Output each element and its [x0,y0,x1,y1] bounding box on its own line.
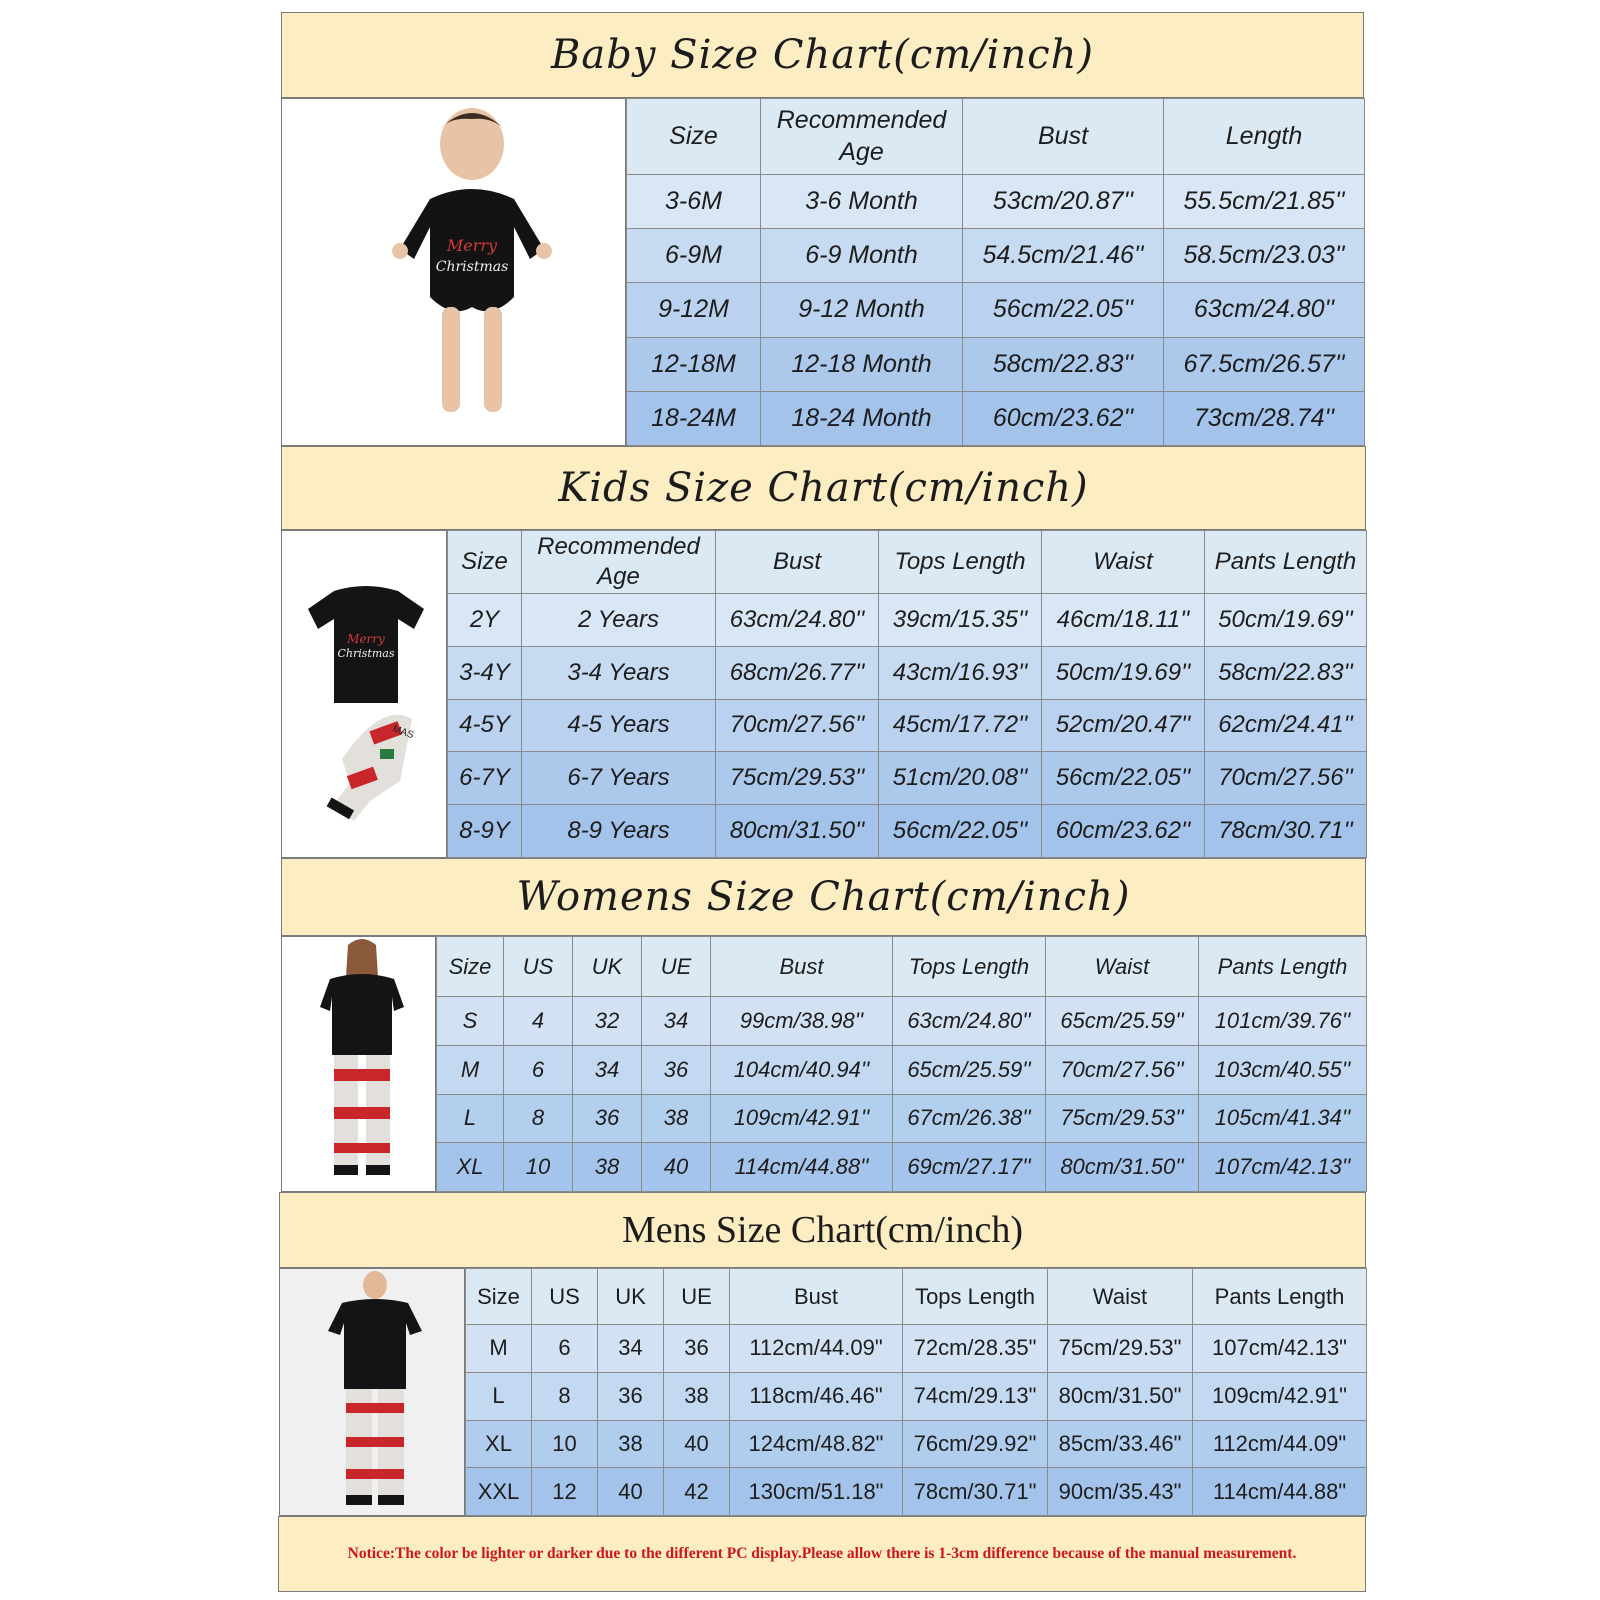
table-row [437,1045,1367,1094]
kids-header-waist: Waist [1042,531,1205,594]
table-cell: 3-4Y [448,646,522,699]
mens-header-row [466,1269,1367,1325]
table-row [466,1372,1367,1420]
womens-header-bust: Bust [711,937,893,997]
table-cell: 112cm/44.09" [730,1325,903,1373]
table-cell: 60cm/23.62'' [1042,805,1205,858]
table-cell: 9-12M [627,283,761,337]
table-cell: L [437,1094,504,1143]
table-cell: 34 [598,1325,664,1373]
table-cell: 8-9Y [448,805,522,858]
mens-header-bust: Bust [730,1269,903,1325]
table-row [448,699,1367,752]
table-row [627,175,1365,229]
table-cell: 36 [598,1372,664,1420]
mens-section [279,1192,1366,1516]
kids-header-size: Size [448,531,522,594]
baby-header-row [627,99,1365,175]
table-cell: 4-5Y [448,699,522,752]
table-cell: 2Y [448,594,522,647]
table-cell: 9-12 Month [761,283,963,337]
table-cell: 32 [573,997,642,1046]
womens-header-waist: Waist [1046,937,1199,997]
table-cell: 52cm/20.47'' [1042,699,1205,752]
table-cell: 112cm/44.09" [1193,1420,1367,1468]
table-cell: 38 [642,1094,711,1143]
baby-photo [281,98,626,446]
kids-photo-text-1: Merry [347,632,385,646]
table-cell: 6-7 Years [522,752,716,805]
table-cell: 70cm/27.56'' [1205,752,1367,805]
table-row [448,805,1367,858]
baby-romper-image [282,99,626,446]
baby-photo-text-1: Merry [446,236,498,255]
table-cell: 67.5cm/26.57'' [1164,337,1365,391]
table-cell: 80cm/31.50'' [1046,1143,1199,1192]
table-cell: XL [466,1420,532,1468]
table-cell: S [437,997,504,1046]
table-cell: 53cm/20.87'' [963,175,1164,229]
table-cell: 75cm/29.53" [1048,1325,1193,1373]
table-cell: 40 [664,1420,730,1468]
womens-section [281,858,1366,1192]
table-cell: 50cm/19.69'' [1205,594,1367,647]
table-cell: 78cm/30.71" [903,1468,1048,1516]
baby-header-size: Size [627,99,761,175]
table-cell: 43cm/16.93'' [879,646,1042,699]
table-cell: 63cm/24.80'' [1164,283,1365,337]
table-cell: XXL [466,1468,532,1516]
table-cell: 73cm/28.74'' [1164,391,1365,445]
table-cell: 51cm/20.08'' [879,752,1042,805]
table-cell: 56cm/22.05'' [879,805,1042,858]
table-cell: 107cm/42.13'' [1199,1143,1367,1192]
table-cell: 4-5 Years [522,699,716,752]
baby-size-table [626,98,1365,446]
table-cell: 3-4 Years [522,646,716,699]
table-cell: 4 [504,997,573,1046]
table-cell: 80cm/31.50'' [716,805,879,858]
kids-size-table [447,530,1367,858]
mens-header-size: Size [466,1269,532,1325]
table-cell: 8 [504,1094,573,1143]
table-cell: 58.5cm/23.03'' [1164,229,1365,283]
table-row [448,646,1367,699]
table-cell: 6-9 Month [761,229,963,283]
table-cell: 42 [664,1468,730,1516]
baby-header-length: Length [1164,99,1365,175]
kids-title: Kids Size Chart(cm/inch) [281,446,1366,530]
womens-title: Womens Size Chart(cm/inch) [281,858,1366,936]
table-cell: XL [437,1143,504,1192]
mens-pajama-image [280,1269,465,1516]
table-cell: 124cm/48.82" [730,1420,903,1468]
baby-header-age: Recommended Age [761,99,963,175]
table-cell: 8 [532,1372,598,1420]
kids-header-bust: Bust [716,531,879,594]
table-row [627,337,1365,391]
table-cell: 75cm/29.53'' [1046,1094,1199,1143]
table-row [466,1325,1367,1373]
table-cell: 6 [504,1045,573,1094]
baby-header-bust: Bust [963,99,1164,175]
table-cell: 62cm/24.41'' [1205,699,1367,752]
mens-header-us: US [532,1269,598,1325]
table-cell: 56cm/22.05'' [1042,752,1205,805]
table-cell: 85cm/33.46" [1048,1420,1193,1468]
table-cell: M [466,1325,532,1373]
table-cell: 130cm/51.18" [730,1468,903,1516]
table-cell: 63cm/24.80'' [716,594,879,647]
table-cell: 40 [642,1143,711,1192]
table-cell: 101cm/39.76'' [1199,997,1367,1046]
baby-title: Baby Size Chart(cm/inch) [281,12,1364,98]
table-cell: 36 [664,1325,730,1373]
table-cell: 3-6 Month [761,175,963,229]
womens-header-tops-length: Tops Length [893,937,1046,997]
table-cell: 72cm/28.35" [903,1325,1048,1373]
table-cell: 55.5cm/21.85'' [1164,175,1365,229]
table-cell: 109cm/42.91'' [711,1094,893,1143]
table-cell: 104cm/40.94'' [711,1045,893,1094]
womens-photo [281,936,436,1192]
mens-header-ue: UE [664,1269,730,1325]
table-cell: 50cm/19.69'' [1042,646,1205,699]
womens-header-ue: UE [642,937,711,997]
table-cell: 38 [598,1420,664,1468]
table-row [627,229,1365,283]
baby-section [281,12,1364,446]
table-row [466,1420,1367,1468]
table-cell: 65cm/25.59'' [1046,997,1199,1046]
kids-section [281,446,1366,858]
mens-photo [279,1268,465,1516]
table-cell: 109cm/42.91" [1193,1372,1367,1420]
womens-header-uk: UK [573,937,642,997]
table-cell: 70cm/27.56'' [716,699,879,752]
table-cell: 103cm/40.55'' [1199,1045,1367,1094]
table-cell: 39cm/15.35'' [879,594,1042,647]
table-cell: 107cm/42.13" [1193,1325,1367,1373]
table-cell: 12 [532,1468,598,1516]
kids-photo [281,530,447,858]
table-cell: 6-7Y [448,752,522,805]
table-cell: 36 [642,1045,711,1094]
notice-banner: Notice:The color be lighter or darker due to the different PC display.Please allow there is 1-3cm difference because of the manual measurement. [278,1516,1366,1592]
table-cell: 6 [532,1325,598,1373]
table-cell: 34 [573,1045,642,1094]
table-cell: 60cm/23.62'' [963,391,1164,445]
womens-size-table [436,936,1367,1192]
table-cell: 12-18 Month [761,337,963,391]
table-cell: 38 [664,1372,730,1420]
mens-header-tops-length: Tops Length [903,1269,1048,1325]
table-row [437,1094,1367,1143]
table-row [437,1143,1367,1192]
table-cell: 75cm/29.53'' [716,752,879,805]
table-cell: 10 [504,1143,573,1192]
mens-header-pants-length: Pants Length [1193,1269,1367,1325]
table-cell: 58cm/22.83'' [963,337,1164,391]
table-cell: 40 [598,1468,664,1516]
kids-header-age: Recommended Age [522,531,716,594]
table-cell: 114cm/44.88'' [711,1143,893,1192]
kids-photo-text-2: Christmas [337,647,395,660]
table-row [466,1468,1367,1516]
table-row [627,283,1365,337]
womens-pajama-image [282,937,436,1192]
womens-header-us: US [504,937,573,997]
baby-photo-text-2: Christmas [435,259,509,275]
table-cell: 69cm/27.17'' [893,1143,1046,1192]
table-cell: 80cm/31.50" [1048,1372,1193,1420]
table-cell: 45cm/17.72'' [879,699,1042,752]
table-cell: 74cm/29.13" [903,1372,1048,1420]
kids-header-row [448,531,1367,594]
table-cell: 78cm/30.71'' [1205,805,1367,858]
mens-header-uk: UK [598,1269,664,1325]
table-cell: 114cm/44.88" [1193,1468,1367,1516]
kids-pajama-image [282,531,447,858]
table-cell: 63cm/24.80'' [893,997,1046,1046]
table-cell: 18-24M [627,391,761,445]
table-cell: 54.5cm/21.46'' [963,229,1164,283]
table-cell: 90cm/35.43" [1048,1468,1193,1516]
table-cell: M [437,1045,504,1094]
womens-header-row [437,937,1367,997]
table-cell: 68cm/26.77'' [716,646,879,699]
table-cell: 2 Years [522,594,716,647]
table-row [627,391,1365,445]
table-cell: 65cm/25.59'' [893,1045,1046,1094]
table-cell: 38 [573,1143,642,1192]
table-row [448,594,1367,647]
table-cell: 56cm/22.05'' [963,283,1164,337]
table-cell: 76cm/29.92" [903,1420,1048,1468]
kids-header-pants-length: Pants Length [1205,531,1367,594]
womens-header-size: Size [437,937,504,997]
table-cell: 18-24 Month [761,391,963,445]
kids-photo-text-3: MAS [390,723,416,742]
table-cell: 3-6M [627,175,761,229]
table-row [448,752,1367,805]
table-cell: 99cm/38.98'' [711,997,893,1046]
table-cell: 118cm/46.46" [730,1372,903,1420]
table-cell: 34 [642,997,711,1046]
mens-size-table [465,1268,1367,1516]
table-cell: 46cm/18.11'' [1042,594,1205,647]
womens-header-pants-length: Pants Length [1199,937,1367,997]
mens-header-waist: Waist [1048,1269,1193,1325]
table-cell: 58cm/22.83'' [1205,646,1367,699]
table-cell: 12-18M [627,337,761,391]
table-row [437,997,1367,1046]
table-cell: 67cm/26.38'' [893,1094,1046,1143]
table-cell: 105cm/41.34'' [1199,1094,1367,1143]
table-cell: 8-9 Years [522,805,716,858]
kids-header-tops-length: Tops Length [879,531,1042,594]
mens-title: Mens Size Chart(cm/inch) [279,1192,1366,1268]
table-cell: 10 [532,1420,598,1468]
table-cell: L [466,1372,532,1420]
table-cell: 36 [573,1094,642,1143]
table-cell: 70cm/27.56'' [1046,1045,1199,1094]
table-cell: 6-9M [627,229,761,283]
